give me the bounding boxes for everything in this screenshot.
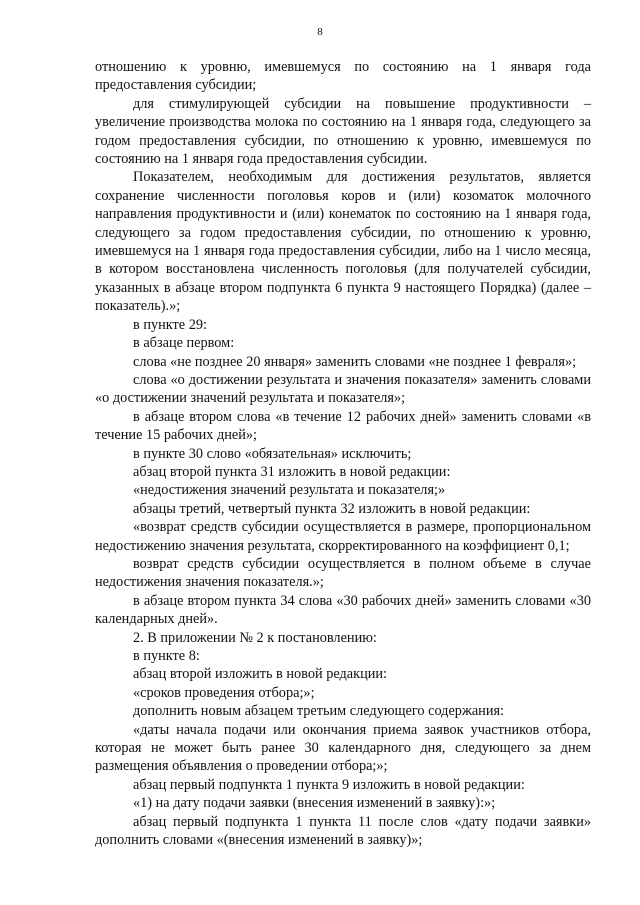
paragraph: абзац первый подпункта 1 пункта 11 после слов «дату подачи заявки» дополнить словами «(внесения изменений в заявку)»;: [95, 813, 591, 849]
paragraph: в абзаце втором слова «в течение 12 рабочих дней» заменить словами «в течение 15 рабочих дней»;: [95, 408, 591, 444]
document-body: [95, 58, 591, 849]
paragraph: абзац первый подпункта 1 пункта 9 изложить в новой редакции:: [133, 776, 525, 793]
paragraph: слова «не позднее 20 января» заменить словами «не позднее 1 февраля»;: [133, 353, 577, 370]
paragraph: в пункте 29:: [133, 316, 207, 333]
paragraph: «даты начала подачи или окончания приема заявок участников отбора, которая не может быть ранее 30 календарного дня, следующего за днем размещения объявления о проведении отбора;»;: [95, 721, 591, 775]
page-number: 8: [317, 26, 323, 38]
paragraph: возврат средств субсидии осуществляется в полном объеме в случае недостижения значения показателя.»;: [95, 555, 591, 591]
paragraph: «недостижения значений результата и показателя;»: [133, 482, 446, 499]
paragraph: Показателем, необходимым для достижения результатов, является сохранение численности поголовья коров и (или) козоматок молочного направления продуктивности и (или) конематок по состоянию на 1 января года, следующего за годом предоставления субсидии, по отношению к уровню, имевшемуся на 1 января года предоставления субсидии, либо на 1 число месяца, в котором восстановлена численность поголовья (для получателей субсидии, указанных в абзаце втором подпункта 6 пункта 9 настоящего Порядка) (далее – показатель).»;: [95, 169, 591, 315]
paragraph: дополнить новым абзацем третьим следующего содержания:: [133, 703, 505, 720]
paragraph: в пункте 30 слово «обязательная» исключить;: [133, 445, 412, 462]
paragraph: отношению к уровню, имевшемуся по состоянию на 1 января года предоставления субсидии;: [95, 59, 591, 94]
paragraph: слова «о достижении результата и значения показателя» заменить словами «о достижении значений результата и показателя»;: [95, 371, 591, 407]
paragraph: в пункте 8:: [133, 648, 200, 664]
paragraph: для стимулирующей субсидии на повышение продуктивности – увеличение производства молока по состоянию на 1 января года, следующего за годом предоставления субсидии, по отношению к уровню, имевшемуся по состоянию на 1 января года предоставления субсидии.: [95, 95, 591, 168]
paragraph: абзац второй изложить в новой редакции:: [133, 666, 388, 683]
paragraph: «1) на дату подачи заявки (внесения изменений в заявку):»;: [133, 795, 496, 812]
paragraph: абзацы третий, четвертый пункта 32 изложить в новой редакции:: [133, 500, 531, 517]
paragraph: 2. В приложении № 2 к постановлению:: [133, 629, 377, 646]
paragraph: в абзаце втором пункта 34 слова «30 рабочих дней» заменить словами «30 календарных дней».: [95, 592, 591, 628]
paragraph: «сроков проведения отбора;»;: [133, 684, 315, 701]
paragraph: «возврат средств субсидии осуществляется в размере, пропорциональном недостижению значения результата, скорректированного на коэффициент 0,1;: [95, 519, 591, 554]
paragraph: абзац второй пункта 31 изложить в новой редакции:: [133, 463, 451, 480]
paragraph: в абзаце первом:: [133, 335, 235, 352]
